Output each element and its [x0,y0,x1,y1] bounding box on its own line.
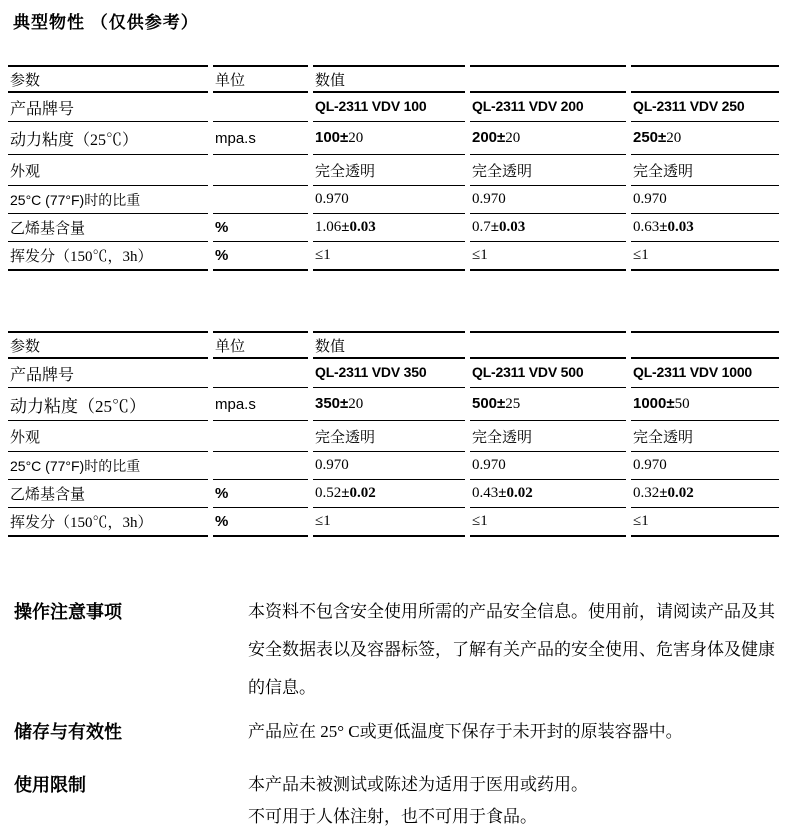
value-cell: 完全透明 [631,155,779,186]
param-cell: 外观 [8,421,208,452]
table-row-volatile-content [8,242,779,271]
param-cell: 产品牌号 [8,359,208,388]
param-cell: 25°C (77°F)时的比重 [8,452,208,480]
section-body [248,769,780,833]
table-row-volatile-content [8,508,779,537]
section-heading: 储存与有效性 [14,722,122,742]
section-heading: 操作注意事项 [14,602,122,622]
section-body [248,593,780,707]
table-row-specific-gravity [8,186,779,214]
value-cell: 1000±50 [631,388,779,421]
table-row-product-grade [8,359,779,388]
properties-table [3,65,784,271]
table-row-appearance [8,421,779,452]
section-body-line: 本产品未被测试或陈述为适用于医用或药用。 [248,775,588,794]
value-cell: 0.43±0.02 [470,480,626,508]
unit-cell: % [213,508,308,537]
section-body-line: 不可用于人体注射，也不可用于食品。 [248,807,537,826]
table-row-appearance [8,155,779,186]
table-header-cell: 参数 [8,65,208,93]
value-cell: QL-2311 VDV 350 [313,359,465,388]
param-cell: 挥发分（150℃，3h） [8,242,208,271]
section-body-line: 本资料不包含安全使用所需的产品安全信息。使用前，请阅读产品及其安全数据表以及容器标签，了解有关产品的安全使用、危害身体及健康的信息。 [248,602,775,697]
unit-cell: % [213,480,308,508]
unit-cell: % [213,214,308,242]
table-row-dynamic-viscosity [8,388,779,421]
unit-cell: % [213,242,308,271]
table-header-cell: 单位 [213,65,308,93]
value-cell: QL-2311 VDV 200 [470,93,626,122]
param-cell: 25°C (77°F)时的比重 [8,186,208,214]
table-row-vinyl-content [8,480,779,508]
value-cell: 0.970 [313,452,465,480]
unit-cell [213,421,308,452]
table-header-cell [470,331,626,359]
value-cell: ≤1 [631,242,779,271]
table-header-row [8,331,779,359]
value-cell: ≤1 [631,508,779,537]
value-cell: QL-2311 VDV 1000 [631,359,779,388]
section-body [248,713,780,751]
value-cell: 350±20 [313,388,465,421]
param-cell: 动力粘度（25℃） [8,122,208,155]
value-cell: 0.970 [470,186,626,214]
unit-cell [213,155,308,186]
param-cell: 动力粘度（25℃） [8,388,208,421]
unit-cell [213,186,308,214]
table-row-product-grade [8,93,779,122]
value-cell: 0.32±0.02 [631,480,779,508]
table-header-cell: 单位 [213,331,308,359]
page-title: 典型物性 （仅供参考） [13,13,199,32]
value-cell: 100±20 [313,122,465,155]
value-cell: 0.52±0.02 [313,480,465,508]
table-row-dynamic-viscosity [8,122,779,155]
unit-cell [213,452,308,480]
unit-cell [213,359,308,388]
param-cell: 挥发分（150℃，3h） [8,508,208,537]
value-cell: 完全透明 [313,421,465,452]
param-cell: 产品牌号 [8,93,208,122]
unit-cell: mpa.s [213,388,308,421]
section-heading: 使用限制 [14,775,86,795]
value-cell: 完全透明 [313,155,465,186]
table-header-row [8,65,779,93]
value-cell: 1.06±0.03 [313,214,465,242]
value-cell: 0.63±0.03 [631,214,779,242]
value-cell: 0.970 [631,452,779,480]
param-cell: 外观 [8,155,208,186]
table-row-specific-gravity [8,452,779,480]
value-cell: 0.970 [313,186,465,214]
table-header-cell [631,331,779,359]
value-cell: 完全透明 [470,421,626,452]
param-cell: 乙烯基含量 [8,214,208,242]
value-cell: 完全透明 [470,155,626,186]
value-cell: 完全透明 [631,421,779,452]
value-cell: ≤1 [470,508,626,537]
table-header-cell [470,65,626,93]
value-cell: 250±20 [631,122,779,155]
value-cell: 0.970 [631,186,779,214]
table-row-vinyl-content [8,214,779,242]
section-use-restrictions [0,769,790,833]
section-storage-shelf-life [0,713,790,751]
table-header-cell [631,65,779,93]
unit-cell: mpa.s [213,122,308,155]
value-cell: ≤1 [313,242,465,271]
value-cell: 500±25 [470,388,626,421]
typical-properties-table-2 [0,331,790,537]
value-cell: 200±20 [470,122,626,155]
typical-properties-table-1 [0,65,790,271]
value-cell: 0.7±0.03 [470,214,626,242]
value-cell: QL-2311 VDV 100 [313,93,465,122]
value-cell: QL-2311 VDV 500 [470,359,626,388]
table-header-cell: 参数 [8,331,208,359]
table-header-cell: 数值 [313,331,465,359]
section-body-line: 产品应在 25° C或更低温度下保存于未开封的原装容器中。 [248,722,683,741]
param-cell: 乙烯基含量 [8,480,208,508]
unit-cell [213,93,308,122]
value-cell: ≤1 [470,242,626,271]
properties-table [3,331,784,537]
section-handling-precautions [0,593,790,707]
notes-sections [0,593,790,833]
value-cell: 0.970 [470,452,626,480]
table-header-cell: 数值 [313,65,465,93]
value-cell: ≤1 [313,508,465,537]
value-cell: QL-2311 VDV 250 [631,93,779,122]
